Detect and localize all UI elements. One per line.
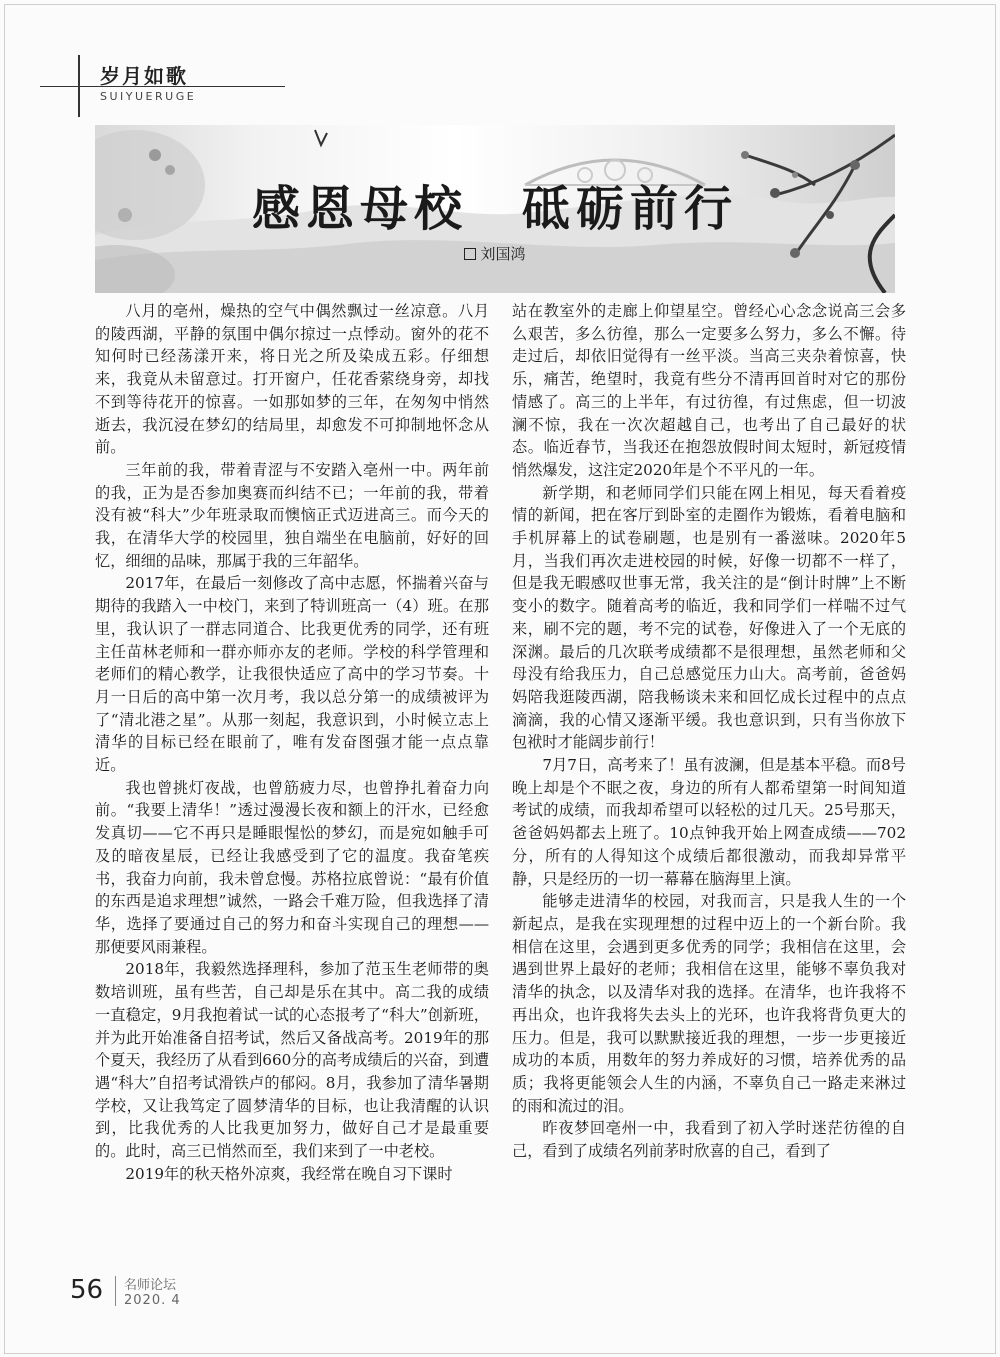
title-banner — [95, 125, 895, 293]
paragraph: 2019年的秋天格外凉爽，我经常在晚自习下课时 — [125, 1164, 453, 1183]
paragraph-continued: 站在教室外的走廊上仰望星空。曾经心心念念说高三会多么艰苦，多么彷徨，那么一定要多么努力，多么不懈。待走过后，却依旧觉得有一丝平淡。当高三夹杂着惊喜，快乐，痛苦，绝望时，我竟有些分不清再回首时对它的那份情感了。高三的上半年，有过彷徨，有过焦虑，但一切波澜不惊，我在一次次超越自己，也考出了自己最好的状态。临近春节，当我还在抱怨放假时间太短时，新冠疫情悄然爆发，这注定2020年是个不平凡的一年。 — [512, 302, 906, 479]
paragraph: 新学期，和老师同学们只能在网上相见，每天看着疫情的新闻，把在客厅到卧室的走圈作为锻炼，看着电脑和手机屏幕上的试卷刷题，也是别有一番滋味。2020年5月，当我们再次走进校园的时候，好像一切都不一样了，但是我无暇感叹世事无常，我关注的是“倒计时牌”上不断变小的数字。随着高考的临近，我和同学们一样喘不过气来，刷不完的题，考不完的试卷，好像进入了一个无底的深渊。最后的几次联考成绩都不是很理想，虽然老师和父母没有给我压力，自己总感觉压力山大。高考前，爸爸妈妈陪我逛陵西湖，陪我畅谈未来和回忆成长过程中的点点滴滴，我的心情又逐渐平缓。我也意识到，只有当你放下包袱时才能阔步前行！ — [512, 483, 906, 752]
footer-divider — [115, 1276, 116, 1306]
page-number: 56 — [70, 1275, 104, 1305]
left-column — [95, 300, 489, 1185]
article-title: 感恩母校 砥砺前行 — [251, 181, 738, 237]
section-subtitle: SUIYUERUGE — [100, 90, 197, 103]
paragraph: 能够走进清华的校园，对我而言，只是我人生的一个新起点，是我在实现理想的过程中迈上的一个新台阶。我相信在这里，会遇到更多优秀的同学；我相信在这里，会遇到世界上最好的老师；我相信在这里，能够不辜负我对清华的执念，以及清华对我的选择。在清华，也许我将不再出众，也许我将失去头上的光环，也许我将背负更大的压力。但是，我可以默默接近我的理想，一步一步更接近成功的本质，用数年的努力养成好的习惯，培养优秀的品质；我将更能领会人生的内涵，不辜负自己一路走来淋过的雨和流过的泪。 — [512, 892, 906, 1115]
paragraph: 7月7日，高考来了！虽有波澜，但是基本平稳。而8号晚上却是个不眠之夜，身边的所有人都希望第一时间知道考试的成绩，而我却希望可以轻松的过几天。25号那天，爸爸妈妈都去上班了。10点钟我开始上网查成绩——702分，所有的人得知这个成绩后都很激动，而我却异常平静，只是经历的一切一幕幕在脑海里上演。 — [512, 756, 906, 888]
author-name: 刘国鸿 — [480, 245, 526, 263]
author-box-icon — [464, 248, 476, 260]
paragraph: 我也曾挑灯夜战，也曾筋疲力尽，也曾挣扎着奋力向前。“我要上清华！”透过漫漫长夜和额上的汗水，已经愈发真切——它不再只是睡眼惺忪的梦幻，而是宛如触手可及的暗夜星辰，已经让我感受到了它的温度。我奋笔疾书，我奋力向前，我未曾怠慢。苏格拉底曾说：“最有价值的东西是追求理想”诚然，一路会千难万险，但我选择了清华，选择了要通过自己的努力和奋斗实现自己的理想——那便要风雨兼程。 — [95, 778, 489, 956]
section-title: 岁月如歌 — [100, 64, 188, 88]
paragraph: 2017年，在最后一刻修改了高中志愿，怀揣着兴奋与期待的我踏入一中校门，来到了特训班高一（4）班。在那里，我认识了一群志同道合、比我更优秀的同学，还有班主任苗林老师和一群亦师亦友的老师。学校的科学管理和老师们的精心教学，让我很快适应了高中的学习节奏。十月一日后的高中第一次月考，我以总分第一的成绩被评为了“清北港之星”。从那一刻起，我意识到，小时候立志上清华的目标已经在眼前了，唯有发奋图强才能一点点靠近。 — [95, 574, 489, 775]
paragraph: 三年前的我，带着青涩与不安踏入亳州一中。两年前的我，正为是否参加奥赛而纠结不已；一年前的我，带着没有被“科大”少年班录取而懊恼正式迈进高三。而今天的我，在清华大学的校园里，独自端坐在电脑前，好好的回忆，细细的品味，那属于我的三年韶华。 — [95, 460, 489, 570]
issue-number: 2020. 4 — [124, 1293, 181, 1308]
paragraph: 2018年，我毅然选择理科，参加了范玉生老师带的奥数培训班，虽有些苦，自己却是乐在其中。高二我的成绩一直稳定，9月我抱着试一试的心态报考了“科大”创新班，并为此开始准备自招考试，然后又备战高考。2019年的那个夏天，我经历了从看到660分的高考成绩后的兴奋，到遭遇“科大”自招考试滑铁卢的郁闷。8月，我参加了清华暑期学校，又让我笃定了圆梦清华的目标，也让我清醒的认识到，比我优秀的人比我更加努力，做好自己才是最重要的。此时，高三已悄然而至，我们来到了一中老校。 — [95, 960, 489, 1161]
journal-name: 名师论坛 — [124, 1278, 177, 1293]
paragraph: 八月的亳州，燥热的空气中偶然飘过一丝凉意。八月的陵西湖，平静的氛围中偶尔掠过一点悸动。窗外的花不知何时已经荡漾开来，将日光之所及染成五彩。仔细想来，我竟从未留意过。打开窗户，任花香萦绕身旁，却找不到等待花开的惊喜。一如那如梦的三年，在匆匆中悄然逝去，我沉浸在梦幻的结局里，却愈发不可抑制地怀念从前。 — [95, 302, 489, 457]
paragraph: 昨夜梦回亳州一中，我看到了初入学时迷茫彷徨的自己，看到了成绩名列前茅时欣喜的自己，看到了 — [512, 1119, 906, 1161]
right-column — [512, 300, 906, 1163]
author-byline — [95, 243, 895, 264]
